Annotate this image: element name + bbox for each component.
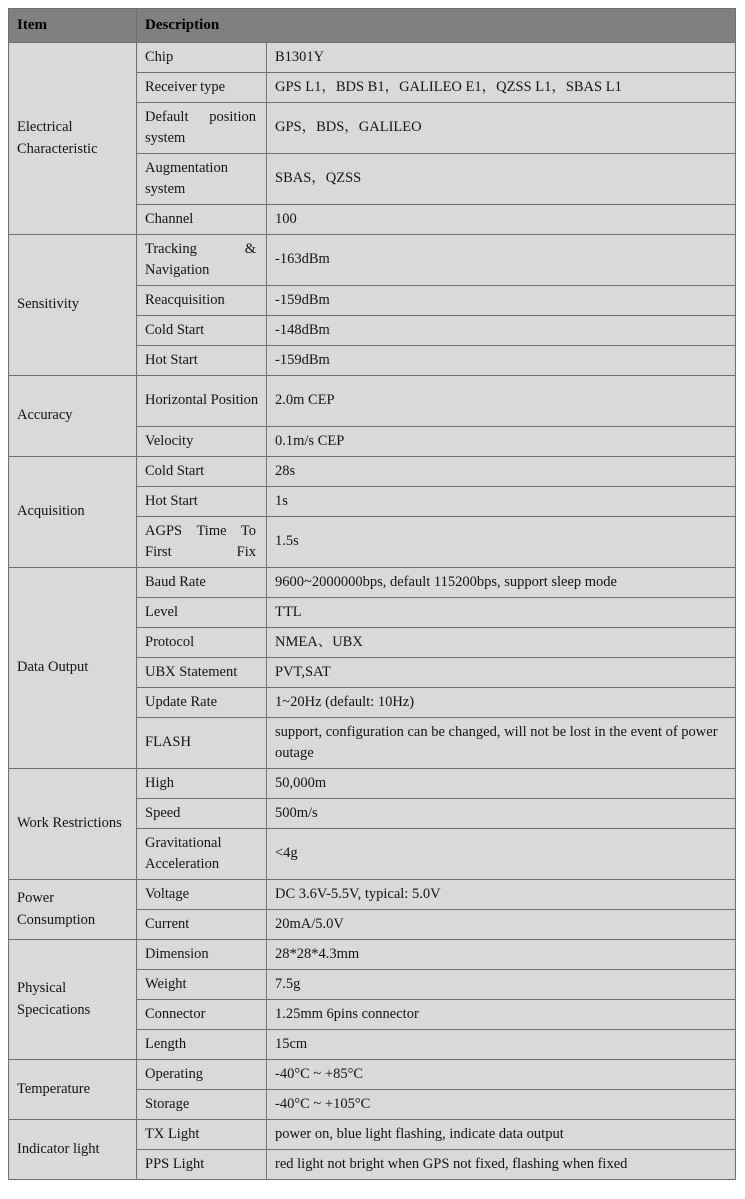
table-row <box>9 235 736 286</box>
row-value: 500m/s <box>267 799 736 829</box>
table-row <box>9 1060 736 1090</box>
row-key: Hot Start <box>137 487 267 517</box>
row-value: 1~20Hz (default: 10Hz) <box>267 688 736 718</box>
row-key: Velocity <box>137 427 267 457</box>
specification-table <box>8 8 736 1180</box>
row-key: Speed <box>137 799 267 829</box>
row-key: Gravitational Acceleration <box>137 829 267 880</box>
row-value: 9600~2000000bps, default 115200bps, support sleep mode <box>267 568 736 598</box>
row-value: 1s <box>267 487 736 517</box>
row-value: 7.5g <box>267 970 736 1000</box>
row-value: -148dBm <box>267 316 736 346</box>
group-label: Acquisition <box>9 457 137 568</box>
row-value: 15cm <box>267 1030 736 1060</box>
group-label: Work Restrictions <box>9 769 137 880</box>
row-value: DC 3.6V-5.5V, typical: 5.0V <box>267 880 736 910</box>
row-key: Chip <box>137 43 267 73</box>
row-key: Receiver type <box>137 73 267 103</box>
group-label: Data Output <box>9 568 137 769</box>
row-value: PVT,SAT <box>267 658 736 688</box>
row-key: Tracking & Navigation <box>137 235 267 286</box>
row-key: PPS Light <box>137 1150 267 1180</box>
row-key: Operating <box>137 1060 267 1090</box>
row-key: Channel <box>137 205 267 235</box>
row-value: 1.25mm 6pins connector <box>267 1000 736 1030</box>
row-value: 28*28*4.3mm <box>267 940 736 970</box>
table-row <box>9 376 736 427</box>
row-key: Baud Rate <box>137 568 267 598</box>
row-key: Reacquisition <box>137 286 267 316</box>
row-key: Augmentation system <box>137 154 267 205</box>
group-label: Electrical Characteristic <box>9 43 137 235</box>
row-key: High <box>137 769 267 799</box>
row-key: AGPS Time To First Fix <box>137 517 267 568</box>
row-value: power on, blue light flashing, indicate data output <box>267 1120 736 1150</box>
row-value: 1.5s <box>267 517 736 568</box>
row-value: -159dBm <box>267 346 736 376</box>
row-value: B1301Y <box>267 43 736 73</box>
column-header-item: Item <box>9 9 137 43</box>
group-label: Sensitivity <box>9 235 137 376</box>
group-label: Indicator light <box>9 1120 137 1180</box>
row-key: Dimension <box>137 940 267 970</box>
row-key: Cold Start <box>137 316 267 346</box>
row-value: 0.1m/s CEP <box>267 427 736 457</box>
row-key: Weight <box>137 970 267 1000</box>
row-value: support, configuration can be changed, will not be lost in the event of power outage <box>267 718 736 769</box>
row-value: <4g <box>267 829 736 880</box>
row-key: FLASH <box>137 718 267 769</box>
row-value: 2.0m CEP <box>267 376 736 427</box>
row-value: -40°C ~ +105°C <box>267 1090 736 1120</box>
row-value: NMEA、UBX <box>267 628 736 658</box>
group-label: Power Consumption <box>9 880 137 940</box>
table-header <box>9 9 736 43</box>
table-row <box>9 568 736 598</box>
table-row <box>9 940 736 970</box>
row-value: 100 <box>267 205 736 235</box>
row-value: red light not bright when GPS not fixed, flashing when fixed <box>267 1150 736 1180</box>
row-value: TTL <box>267 598 736 628</box>
row-key: UBX Statement <box>137 658 267 688</box>
row-key: Update Rate <box>137 688 267 718</box>
row-key: Hot Start <box>137 346 267 376</box>
row-value: -40°C ~ +85°C <box>267 1060 736 1090</box>
table-header-row <box>9 9 736 43</box>
table-row <box>9 1120 736 1150</box>
table-row <box>9 880 736 910</box>
table-body <box>9 43 736 1180</box>
group-label: Temperature <box>9 1060 137 1120</box>
group-label: Physical Specications <box>9 940 137 1060</box>
row-value: -159dBm <box>267 286 736 316</box>
row-key: Level <box>137 598 267 628</box>
table-row <box>9 769 736 799</box>
row-key: Storage <box>137 1090 267 1120</box>
row-key: TX Light <box>137 1120 267 1150</box>
row-value: GPS，BDS，GALILEO <box>267 103 736 154</box>
row-key: Length <box>137 1030 267 1060</box>
table-row <box>9 43 736 73</box>
row-value: 50,000m <box>267 769 736 799</box>
row-value: GPS L1，BDS B1，GALILEO E1，QZSS L1，SBAS L1 <box>267 73 736 103</box>
column-header-description: Description <box>137 9 736 43</box>
row-value: 28s <box>267 457 736 487</box>
table-row <box>9 457 736 487</box>
row-value: 20mA/5.0V <box>267 910 736 940</box>
row-key: Protocol <box>137 628 267 658</box>
row-value: SBAS，QZSS <box>267 154 736 205</box>
row-key: Connector <box>137 1000 267 1030</box>
group-label: Accuracy <box>9 376 137 457</box>
row-key: Voltage <box>137 880 267 910</box>
row-value: -163dBm <box>267 235 736 286</box>
row-key: Cold Start <box>137 457 267 487</box>
row-key: Horizontal Position <box>137 376 267 427</box>
row-key: Current <box>137 910 267 940</box>
row-key: Default position system <box>137 103 267 154</box>
